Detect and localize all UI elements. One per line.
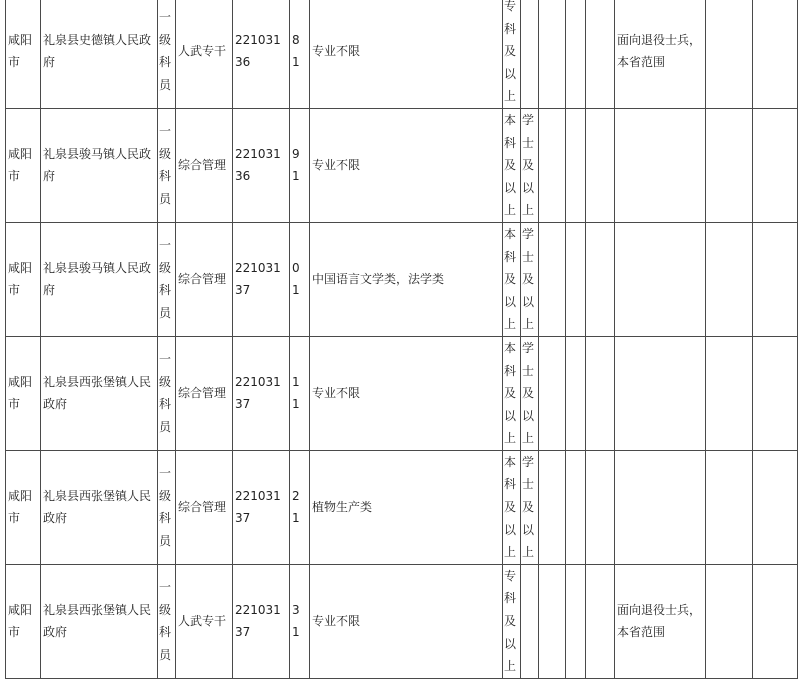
position-cell: 综合管理 [176, 450, 233, 564]
education-text: 本科及以上 [504, 454, 517, 560]
other-requirements-cell [615, 222, 706, 336]
position-code-suffix-cell: 91 [290, 108, 310, 222]
empty-cell [706, 108, 753, 222]
level-cell [158, 222, 176, 336]
position-code-suffix-cell: 11 [290, 336, 310, 450]
education-text: 专科及以上 [504, 0, 517, 104]
other-requirements-cell [615, 336, 706, 450]
empty-cell [753, 564, 798, 678]
level-cell [158, 336, 176, 450]
education-cell [503, 108, 521, 222]
organization-cell: 礼泉县西张堡镇人民政府 [41, 336, 158, 450]
position-code-cell: 22103136 [233, 108, 290, 222]
empty-cell [566, 450, 586, 564]
empty-cell [753, 450, 798, 564]
education-text: 本科及以上 [504, 112, 517, 218]
education-cell [503, 336, 521, 450]
position-code-cell: 22103136 [233, 0, 290, 108]
city-cell: 咸阳市 [6, 450, 41, 564]
empty-cell [706, 336, 753, 450]
empty-cell [753, 222, 798, 336]
organization-cell: 礼泉县西张堡镇人民政府 [41, 564, 158, 678]
empty-cell [706, 450, 753, 564]
city-cell: 咸阳市 [6, 108, 41, 222]
degree-text: 学士及以上 [522, 454, 535, 560]
degree-cell [521, 0, 539, 108]
empty-cell [566, 564, 586, 678]
organization-cell: 礼泉县西张堡镇人民政府 [41, 450, 158, 564]
city-cell: 咸阳市 [6, 564, 41, 678]
level-text: 一级科员 [159, 580, 172, 662]
table-row [6, 336, 798, 450]
job-table-body [6, 0, 798, 678]
position-code-cell: 22103137 [233, 450, 290, 564]
empty-cell [753, 336, 798, 450]
empty-cell [753, 0, 798, 108]
major-cell: 中国语言文学类，法学类 [310, 222, 503, 336]
position-cell: 综合管理 [176, 222, 233, 336]
level-cell [158, 450, 176, 564]
degree-cell [521, 336, 539, 450]
education-text: 本科及以上 [504, 226, 517, 332]
empty-cell [586, 336, 615, 450]
education-cell [503, 564, 521, 678]
position-code-suffix-cell: 21 [290, 450, 310, 564]
empty-cell [566, 222, 586, 336]
major-cell: 专业不限 [310, 564, 503, 678]
education-text: 专科及以上 [504, 568, 517, 674]
table-row [6, 450, 798, 564]
other-requirements-cell [615, 108, 706, 222]
empty-cell [539, 108, 566, 222]
major-cell: 专业不限 [310, 336, 503, 450]
table-row [6, 222, 798, 336]
level-cell [158, 564, 176, 678]
education-cell [503, 0, 521, 108]
other-requirements-cell: 面向退役士兵，本省范围 [615, 564, 706, 678]
empty-cell [586, 0, 615, 108]
empty-cell [586, 222, 615, 336]
position-cell: 人武专干 [176, 0, 233, 108]
level-text: 一级科员 [159, 238, 172, 321]
empty-cell [706, 564, 753, 678]
position-code-suffix-cell: 01 [290, 222, 310, 336]
other-requirements-cell [615, 450, 706, 564]
empty-cell [706, 222, 753, 336]
table-row [6, 564, 798, 678]
position-cell: 综合管理 [176, 336, 233, 450]
empty-cell [753, 108, 798, 222]
level-cell [158, 108, 176, 222]
city-cell: 咸阳市 [6, 222, 41, 336]
level-text: 一级科员 [159, 352, 172, 434]
level-text: 一级科员 [159, 124, 172, 207]
level-cell [158, 0, 176, 108]
degree-text: 学士及以上 [522, 340, 535, 446]
position-code-cell: 22103137 [233, 336, 290, 450]
empty-cell [586, 564, 615, 678]
position-cell: 综合管理 [176, 108, 233, 222]
empty-cell [586, 108, 615, 222]
organization-cell: 礼泉县骏马镇人民政府 [41, 222, 158, 336]
position-code-suffix-cell: 31 [290, 564, 310, 678]
degree-cell [521, 108, 539, 222]
degree-cell [521, 222, 539, 336]
organization-cell: 礼泉县骏马镇人民政府 [41, 108, 158, 222]
major-cell: 专业不限 [310, 108, 503, 222]
empty-cell [586, 450, 615, 564]
other-requirements-cell: 面向退役士兵，本省范围 [615, 0, 706, 108]
level-text: 一级科员 [159, 10, 172, 93]
city-cell: 咸阳市 [6, 0, 41, 108]
education-cell [503, 222, 521, 336]
empty-cell [566, 0, 586, 108]
empty-cell [539, 450, 566, 564]
position-code-cell: 22103137 [233, 564, 290, 678]
degree-text: 学士及以上 [522, 112, 535, 218]
position-code-suffix-cell: 81 [290, 0, 310, 108]
level-text: 一级科员 [159, 466, 172, 548]
empty-cell [539, 222, 566, 336]
education-cell [503, 450, 521, 564]
job-table [5, 0, 798, 679]
city-cell: 咸阳市 [6, 336, 41, 450]
table-row [6, 0, 798, 108]
major-cell: 植物生产类 [310, 450, 503, 564]
empty-cell [566, 336, 586, 450]
education-text: 本科及以上 [504, 340, 517, 446]
degree-cell [521, 450, 539, 564]
organization-cell: 礼泉县史德镇人民政府 [41, 0, 158, 108]
position-cell: 人武专干 [176, 564, 233, 678]
position-code-cell: 22103137 [233, 222, 290, 336]
empty-cell [706, 0, 753, 108]
empty-cell [539, 0, 566, 108]
major-cell: 专业不限 [310, 0, 503, 108]
empty-cell [539, 564, 566, 678]
degree-text: 学士及以上 [522, 226, 535, 332]
empty-cell [539, 336, 566, 450]
empty-cell [566, 108, 586, 222]
table-row [6, 108, 798, 222]
degree-cell [521, 564, 539, 678]
